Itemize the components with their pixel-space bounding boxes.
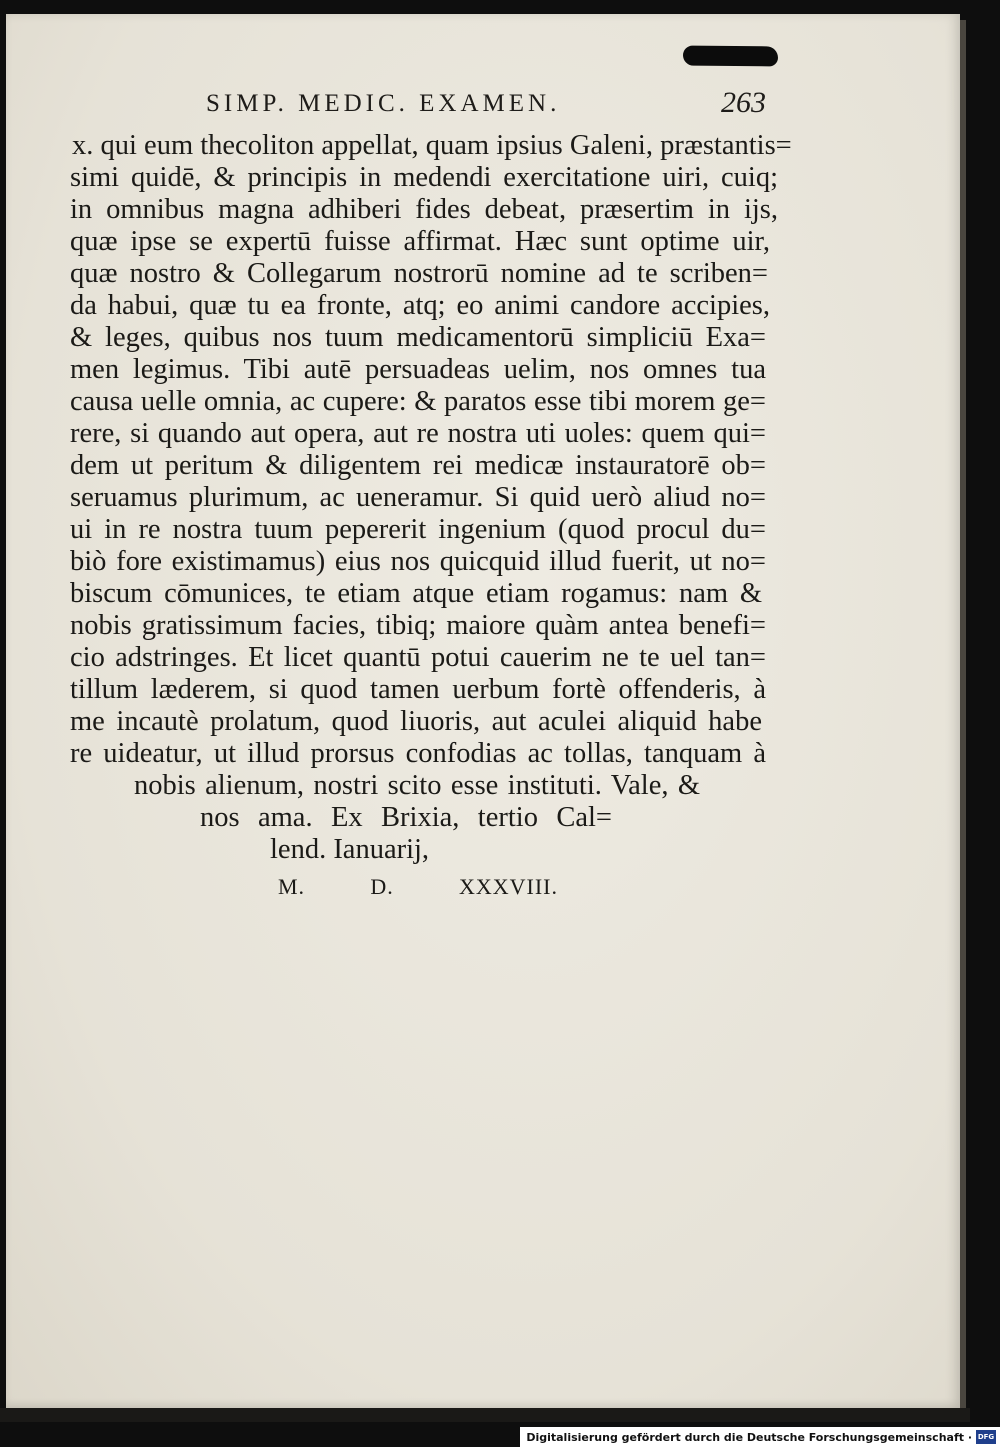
body-line: x. qui eum thecoliton appellat, quam ipsius Galeni, præstantis= [72,130,792,161]
footer-credit [520,1427,1000,1447]
body-line: biò fore existimamus) eius nos quicquid illud fuerit, ut no= [70,546,766,577]
body-line: da habui, quæ tu ea fronte, atq; eo animi candore accipies, [70,290,770,321]
body-line: & leges, quibus nos tuum medicamentorū simpliciū Exa= [70,322,766,353]
body-line: quæ ipse se expertū fuisse affirmat. Hæc sunt optime uir, [70,226,770,257]
body-line: men legimus. Tibi autē persuadeas uelim, nos omnes tua [70,354,766,385]
body-line: simi quidē, & principis in medendi exercitatione uiri, cuiq; [70,162,778,193]
body-line: nobis alienum, nostri scito esse instituti. Vale, & [134,770,700,801]
body-line: rere, si quando aut opera, aut re nostra uti uoles: quem qui= [70,418,766,449]
date-line: M. D. XXXVIII. [278,874,558,899]
body-line: causa uelle omnia, ac cupere: & paratos esse tibi morem ge= [70,386,766,417]
body-line: ui in re nostra tuum pepererit ingenium (quod procul du= [70,514,766,545]
body-line: re uideatur, ut illud prorsus confodias ac tollas, tanquam à [70,738,766,769]
body-line: me incautè prolatum, quod liuoris, aut aculei aliquid habe [70,706,762,737]
body-line: seruamus plurimum, ac ueneramur. Si quid uerò aliud no= [70,482,766,513]
dfg-logo-icon: DFG [976,1430,996,1444]
body-line: in omnibus magna adhiberi fides debeat, præsertim in ijs, [70,194,778,225]
body-line: cio adstringes. Et licet quantū potui cauerim ne te uel tan= [70,642,766,673]
running-head-title: SIMP. MEDIC. EXAMEN. [206,90,561,117]
body-line: biscum cōmunices, te etiam atque etiam rogamus: nam & [70,578,762,609]
body-line: tillum læderem, si quod tamen uerbum fortè offenderis, à [70,674,766,705]
body-line: nobis gratissimum facies, tibiq; maiore quàm antea benefi= [70,610,766,641]
body-line: quæ nostro & Collegarum nostrorū nomine ad te scriben= [70,258,768,289]
footer-text: Digitalisierung gefördert durch die Deutsche Forschungsgemeinschaft · [526,1430,972,1444]
body-line: nos ama. Ex Brixia, tertio Cal= [200,802,612,833]
page-number: 263 [721,86,766,119]
body-line: lend. Ianuarij, [270,834,430,865]
body-line: dem ut peritum & diligentem rei medicæ instauratorē ob= [70,450,766,481]
